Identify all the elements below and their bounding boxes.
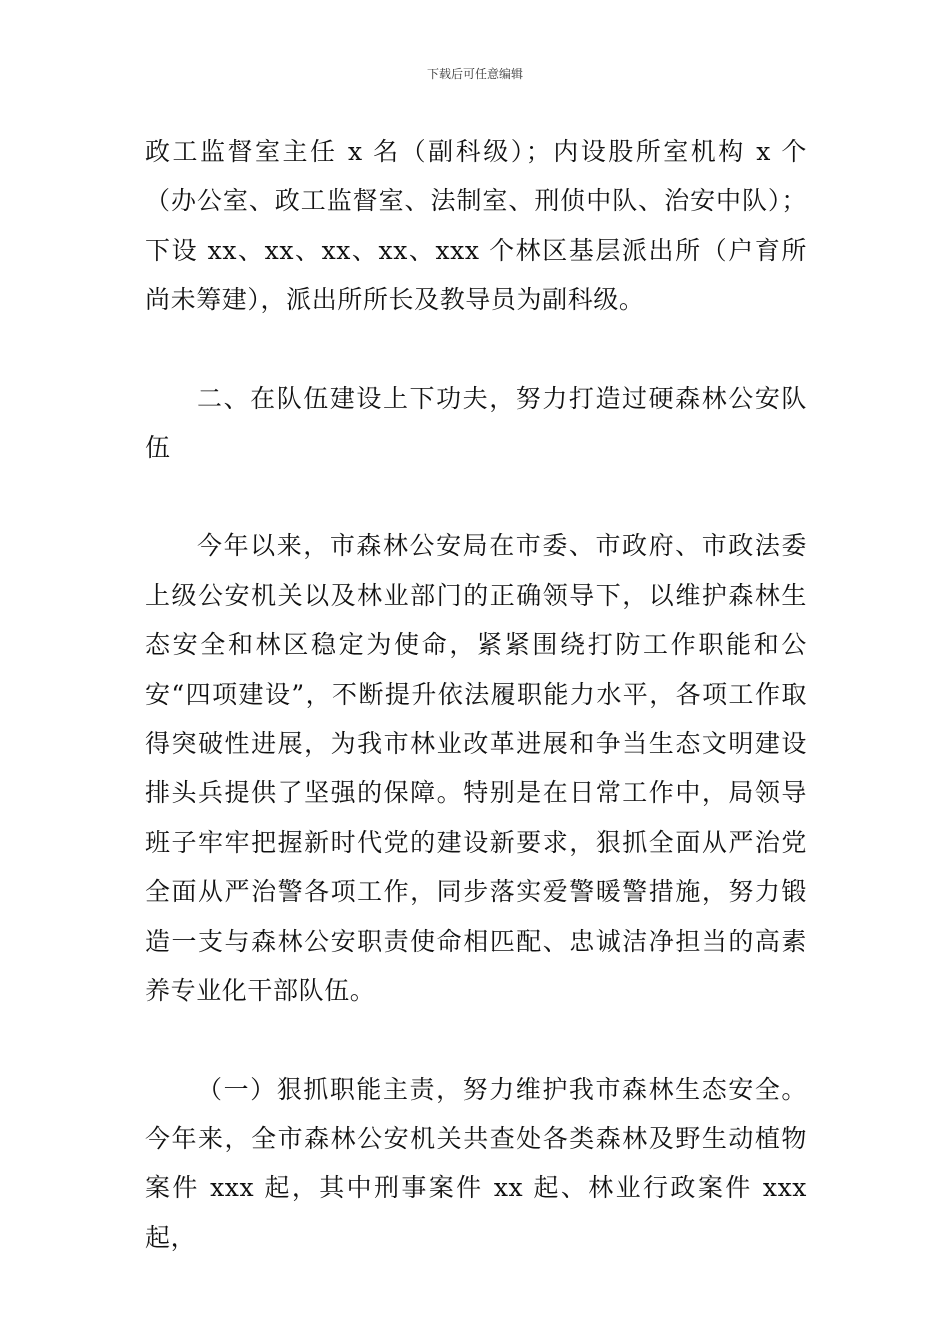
paragraph-subsection: （一）狠抓职能主责，努力维护我市森林生态安全。今年来，全市森林公安机关共查处各类森林及野生动植物案件 xxx 起，其中刑事案件 xx 起、林业行政案件 xxx 起， <box>145 1074 807 1252</box>
document-body <box>145 127 807 1262</box>
paragraph-continued: 政工监督室主任 x 名（副科级）；内设股所室机构 x 个（办公室、政工监督室、法制室、刑侦中队、治安中队）；下设 xx、xx、xx、xx、xxx 个林区基层派出所（户育所尚未筹建），派出所所长及教导员为副科级。 <box>145 137 807 315</box>
page-header: 下载后可任意编辑 <box>426 67 523 81</box>
paragraph-body: 今年以来，市森林公安局在市委、市政府、市政法委上级公安机关以及林业部门的正确领导下，以维护森林生态安全和林区稳定为使命，紧紧围绕打防工作职能和公安“四项建设”，不断提升依法履职能力水平，各项工作取得突破性进展，为我市林业改革进展和争当生态文明建设排头兵提供了坚强的保障。特别是在日常工作中，局领导班子牢牢把握新时代党的建设新要求，狠抓全面从严治党全面从严治警各项工作，同步落实爱警暖警措施，努力锻造一支与森林公安职责使命相匹配、忠诚洁净担当的高素养专业化干部队伍。 <box>145 531 807 1006</box>
section-heading: 二、在队伍建设上下功夫，努力打造过硬森林公安队伍 <box>145 383 807 463</box>
